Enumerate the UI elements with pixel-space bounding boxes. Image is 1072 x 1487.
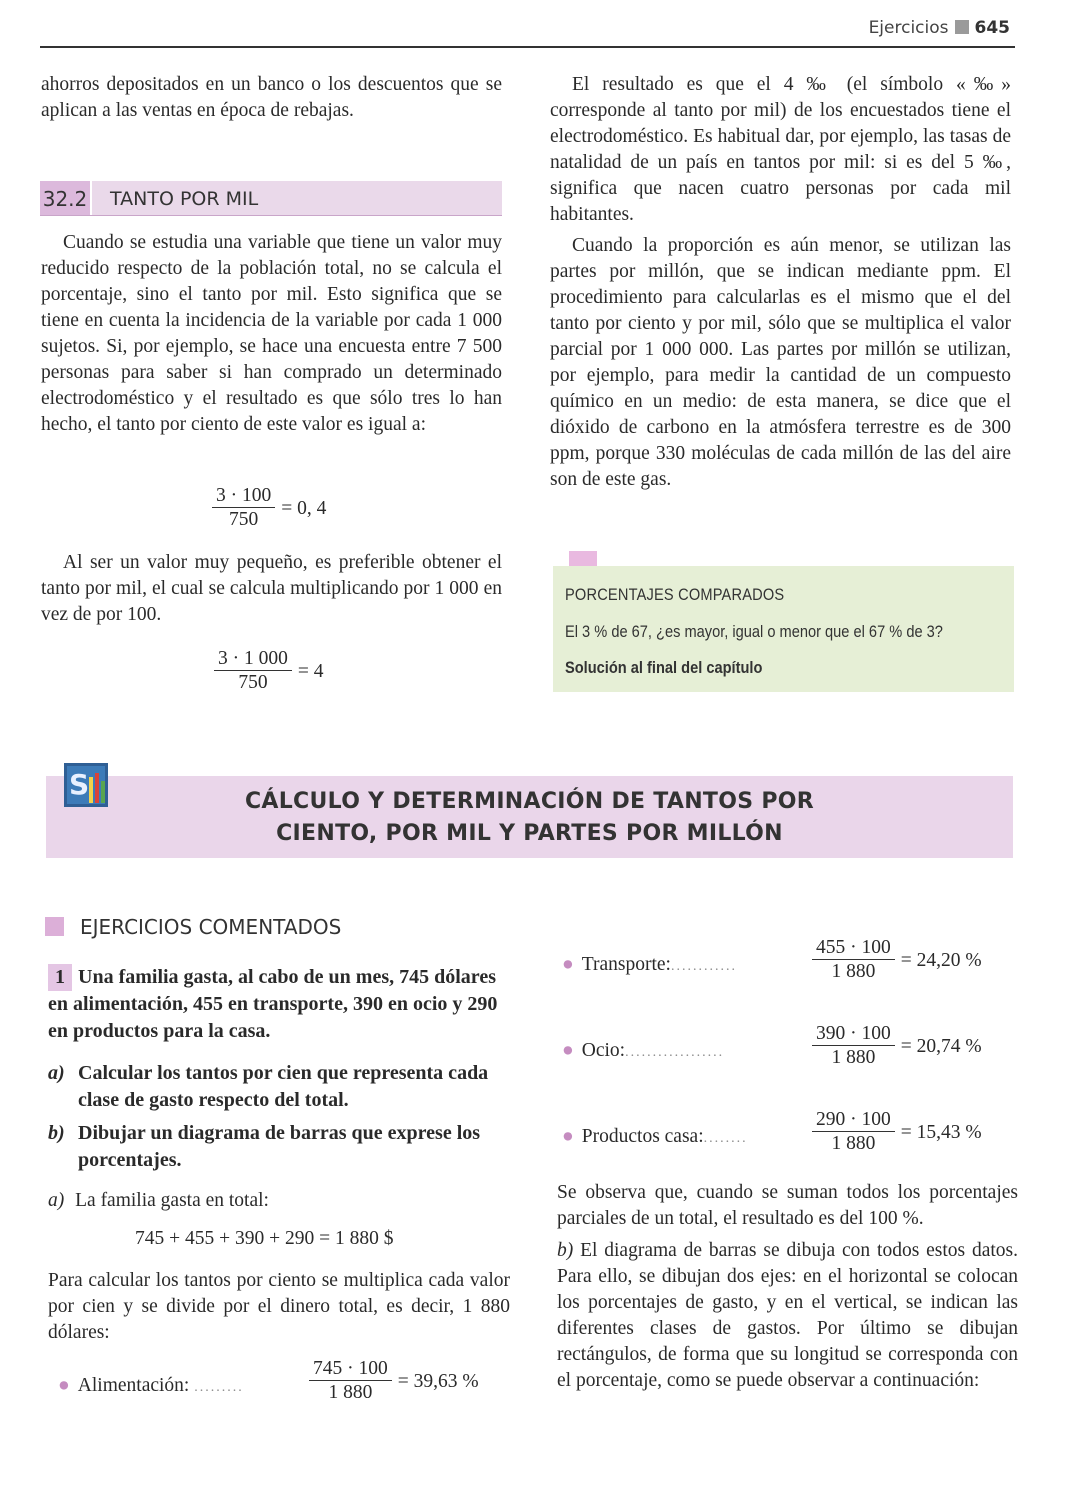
- chapter-section-banner: [46, 776, 1013, 858]
- fraction-numerator: 455 · 100: [816, 937, 891, 958]
- fraction: [309, 1358, 392, 1405]
- header-section: Ejercicios: [868, 18, 949, 38]
- part-b-question: [48, 1120, 510, 1174]
- method-paragraph: Para calcular los tantos por ciento se multiplica cada valor por cien y se divide por el dinero total, es decir, 1 880 dólares:: [48, 1270, 510, 1343]
- part-a-text: Calcular los tantos por cien que representa cada clase de gasto respecto del total.: [78, 1062, 489, 1111]
- logo-letter: S: [69, 768, 90, 801]
- item-label: Transporte:: [581, 954, 671, 975]
- bullet-icon: ●: [562, 954, 574, 975]
- fraction-denominator: 1 880: [812, 1131, 895, 1156]
- banner-title-line-1: CÁLCULO Y DETERMINACIÓN DE TANTOS POR: [244, 789, 815, 814]
- fraction-denominator: 1 880: [812, 1045, 895, 1070]
- section-title: TANTO POR MIL: [110, 188, 259, 210]
- item-label: Ocio:: [581, 1040, 626, 1061]
- exercises-heading-text: EJERCICIOS COMENTADOS: [80, 915, 342, 939]
- item-formula-productos-casa: [812, 1109, 982, 1156]
- page-number: 645: [974, 18, 1010, 38]
- fraction-denominator: 750: [214, 670, 292, 695]
- leader-dots: ..................: [625, 1045, 725, 1060]
- item-label: Productos casa:: [581, 1126, 704, 1147]
- fraction-denominator: 750: [212, 507, 275, 532]
- problem-text: Una familia gasta, al cabo de un mes, 745 dólares en alimentación, 455 en transporte, 390 en ocio y 290 en productos para la casa.: [48, 966, 498, 1042]
- fraction: [812, 1023, 895, 1070]
- fraction: [812, 937, 895, 984]
- exercises-heading: [45, 915, 341, 939]
- item-formula-transporte: [812, 937, 982, 984]
- part-a-label: a): [48, 1062, 65, 1084]
- leader-dots: ............: [670, 959, 737, 974]
- fraction-denominator: 1 880: [309, 1380, 392, 1405]
- box-question: El 3 % de 67, ¿es mayor, igual o menor que el 67 % de 3?: [565, 622, 943, 641]
- item-row-ocio: [562, 1040, 724, 1062]
- problem-number-badge: 1: [48, 964, 72, 991]
- heading-square-icon: [45, 917, 64, 936]
- fraction-result: = 24,20 %: [900, 949, 982, 971]
- box-solution-note: Solución al final del capítulo: [565, 658, 763, 677]
- answer-b-label: b): [557, 1240, 574, 1261]
- part-b-label: b): [48, 1122, 65, 1144]
- answer-a-label: a): [48, 1190, 65, 1211]
- bullet-icon: ●: [562, 1040, 574, 1061]
- fraction-result: = 0, 4: [281, 497, 327, 519]
- answer-b-paragraph: [557, 1238, 1018, 1394]
- fraction-result: = 4: [297, 660, 324, 682]
- permil-explanation-paragraph: El resultado es que el 4 ‰ (el símbolo «‰» corresponde al tanto por mil) de los encuestados tiene el electrodoméstico. Es habitual dar, por ejemplo, las tasas de natalidad de un país en tantos por mil: si es del 5 ‰, significa que nacen cuatro personas por cada mil habitantes.: [550, 74, 1011, 225]
- running-header: [869, 18, 1010, 38]
- item-row-productos-casa: [562, 1126, 748, 1148]
- answer-a-intro: [48, 1190, 269, 1212]
- part-a-question: [48, 1060, 510, 1114]
- fraction: [212, 485, 275, 532]
- bullet-icon: ●: [58, 1375, 70, 1396]
- fraction-result: = 15,43 %: [900, 1121, 982, 1143]
- item-row-alimentacion: [58, 1375, 244, 1397]
- ppm-paragraph: Cuando la proporción es aún menor, se utilizan las partes por millón, que se indican mediante ppm. El procedimiento para calcularlas es el mismo que el del tanto por ciento y por mil, sólo que se multiplica el valor parcial por 1 000 000. Las partes por millón se utilizan, por ejemplo, para medir la cantidad de un compuesto químico en un medio: de esta manera, se dice que el dióxido de carbono en la atmósfera terrestre es de 300 ppm, porque 330 moléculas de cada millón de las del aire son de este gas.: [550, 235, 1011, 490]
- problem-statement: [48, 964, 510, 1045]
- header-square-icon: [955, 20, 969, 34]
- item-row-transporte: [562, 954, 737, 976]
- intro-continuation: ahorros depositados en un banco o los descuentos que se aplican a las ventas en época de rebajas.: [41, 74, 502, 121]
- item-label: Alimentación:: [77, 1375, 190, 1396]
- fraction-result: = 39,63 %: [397, 1370, 479, 1392]
- fraction-numerator: 290 · 100: [816, 1109, 891, 1130]
- bullet-icon: ●: [562, 1126, 574, 1147]
- header-rule: [40, 46, 1015, 48]
- part-b-text: Dibujar un diagrama de barras que exprese los porcentajes.: [78, 1122, 481, 1171]
- item-formula-ocio: [812, 1023, 982, 1070]
- item-formula-alimentacion: [309, 1358, 479, 1405]
- section-logo-icon: [64, 763, 108, 807]
- fraction-denominator: 1 880: [812, 959, 895, 984]
- section-number: 32.2: [40, 181, 92, 215]
- section-heading-32-2: [40, 181, 502, 216]
- fraction-numerator: 745 · 100: [313, 1358, 388, 1379]
- fraction: [214, 648, 292, 695]
- answer-a-text: La familia gasta en total:: [75, 1190, 269, 1211]
- fraction-numerator: 390 · 100: [816, 1023, 891, 1044]
- fraction-numerator: 3 · 1 000: [218, 648, 288, 669]
- formula-percent: [212, 485, 326, 532]
- banner-title: [46, 786, 1013, 850]
- observation-paragraph: Se observa que, cuando se suman todos los porcentajes parciales de un total, el resultado es del 100 %.: [557, 1182, 1018, 1229]
- fraction-numerator: 3 · 100: [216, 485, 272, 506]
- total-equation: 745 + 455 + 390 + 290 = 1 880 $: [135, 1228, 394, 1249]
- porcentajes-comparados-box: [553, 566, 1014, 692]
- box-title: PORCENTAJES COMPARADOS: [565, 585, 785, 604]
- fraction: [812, 1109, 895, 1156]
- banner-title-line-2: CIENTO, POR MIL Y PARTES POR MILLÓN: [276, 821, 783, 846]
- leader-dots: ........: [703, 1131, 748, 1146]
- leader-dots: .........: [194, 1380, 244, 1395]
- tanto-por-mil-paragraph-1: Cuando se estudia una variable que tiene un valor muy reducido respecto de la población total, no se calcula el porcentaje, sino el tanto por mil. Esto significa que se tiene en cuenta la incidencia de la variable por cada 1 000 sujetos. Si, por ejemplo, se hace una encuesta entre 7 500 personas para saber si han comprado un determinado electrodoméstico y el resultado es que sólo tres lo han hecho, el tanto por ciento de este valor es igual a:: [41, 232, 502, 435]
- fraction-result: = 20,74 %: [900, 1035, 982, 1057]
- tanto-por-mil-paragraph-2: Al ser un valor muy pequeño, es preferible obtener el tanto por mil, el cual se calcula multiplicando por 1 000 en vez de por 100.: [41, 552, 502, 625]
- answer-b-text: El diagrama de barras se dibuja con todos estos datos. Para ello, se dibujan dos ejes: en el horizontal se colocan los porcentajes de gasto, y en el vertical, se indican las diferentes clases de gastos. Por último se dibujan rectángulos, de forma que su longitud se corresponda con el porcentaje, como se puede observar a continuación:: [557, 1240, 1018, 1391]
- formula-permil: [214, 648, 324, 695]
